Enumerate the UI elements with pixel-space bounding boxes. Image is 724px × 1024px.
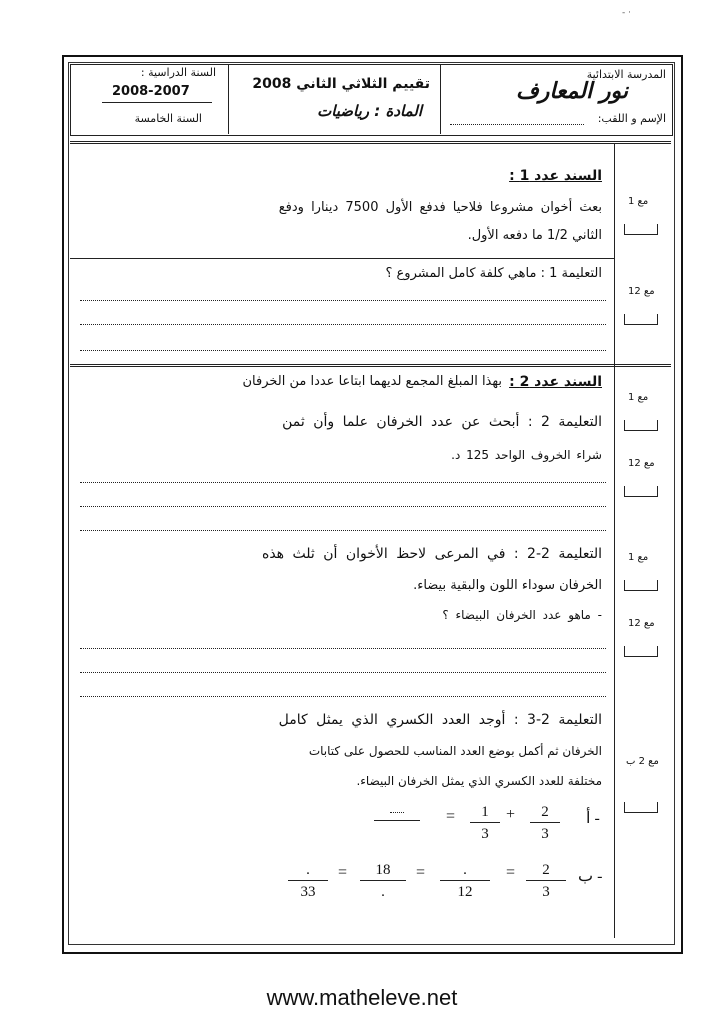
row-b-equals-1: =: [506, 864, 516, 881]
section-1-top-rule: [70, 141, 671, 144]
year-block: [72, 66, 226, 132]
section-1-line-1: بعث أخوان مشروعا فلاحيا فدفع الأول 7500 دينارا ودفع: [278, 200, 602, 215]
row-b-fraction-3: [360, 860, 406, 903]
school-name: نور المعارف: [515, 78, 628, 104]
row-b-fraction-3-num: 18: [360, 860, 406, 881]
answer-line-1a: [80, 300, 606, 301]
year-value: 2008-2007: [112, 84, 190, 99]
row-a-equals: =: [446, 808, 456, 825]
question-2-line-2: شراء الخروف الواحد 125 د.: [451, 448, 602, 462]
answer-line-2b: [80, 506, 606, 507]
grading-column-line: [614, 143, 615, 938]
mark-box-3: [624, 420, 658, 431]
question-2-3-line-2: الخرفان ثم أكمل بوضع العدد المناسب للحصول على كتابات: [308, 744, 602, 758]
header-divider-2: [440, 64, 441, 134]
row-b-fraction-1-num: 2: [526, 860, 566, 881]
row-b-fraction-4-den: 33: [300, 884, 316, 900]
mark-5: مع 1: [628, 552, 649, 563]
mark-box-6: [624, 646, 658, 657]
row-a-label: أ -: [586, 810, 600, 827]
grade-level: السنة الخامسة: [134, 112, 202, 125]
row-b-fraction-3-den: .: [381, 884, 385, 900]
answer-line-1b: [80, 324, 606, 325]
row-a-answer-dot: [390, 812, 404, 813]
answer-line-1c: [80, 350, 606, 351]
question-1-text: التعليمة 1 : ماهي كلفة كامل المشروع ؟: [385, 266, 602, 281]
section-1-divider: [70, 258, 614, 259]
section-2: [72, 374, 610, 484]
mark-3: مع 1: [628, 392, 649, 403]
mark-box-1: [624, 224, 658, 235]
row-b-fraction-1-den: 3: [542, 884, 550, 900]
answer-line-2c: [80, 530, 606, 531]
row-a-fraction-1: [530, 802, 560, 845]
row-a-answer-blank: [374, 820, 420, 821]
question-1: [72, 264, 610, 354]
answer-line-2a: [80, 482, 606, 483]
mark-2: مع 12: [628, 286, 655, 297]
answer-line-3b: [80, 672, 606, 673]
title-block: [232, 68, 436, 132]
section-1-heading: السند عدد 1 :: [509, 168, 602, 184]
subject-label: المادة : رياضيات: [317, 102, 422, 120]
row-a-plus: +: [506, 806, 516, 823]
mark-box-5: [624, 580, 658, 591]
year-underline: [102, 102, 212, 103]
row-a-fraction-2-den: 3: [481, 826, 489, 842]
row-b-fraction-2-den: 12: [457, 884, 473, 900]
section-1-line-2: الثاني 1/2 ما دفعه الأول.: [467, 228, 602, 243]
header-divider-1: [228, 64, 229, 134]
row-a-fraction-2-num: 1: [470, 802, 500, 823]
question-2-2-line-3: - ماهو عدد الخرفان البيضاء ؟: [442, 608, 602, 622]
question-2-3-line-3: مختلفة للعدد الكسري الذي يمثل الخرفان البيضاء.: [356, 774, 602, 788]
school-block: [444, 68, 666, 132]
name-label: الإسم و اللقب:: [597, 112, 666, 125]
question-2-3-line-1: التعليمة 2-3 : أوجد العدد الكسري الذي يمثل كامل: [278, 712, 602, 728]
row-a-fraction-1-den: 3: [541, 826, 549, 842]
year-label: السنة الدراسية :: [140, 66, 216, 79]
mark-box-4: [624, 486, 658, 497]
answer-line-3a: [80, 648, 606, 649]
mark-7: مع 2 ب: [626, 756, 659, 767]
row-b-fraction-1: [526, 860, 566, 903]
row-b-equals-3: =: [338, 864, 348, 881]
corner-mark: - ·: [622, 8, 631, 18]
question-2-2-line-1: التعليمة 2-2 : في المرعى لاحظ الأخوان أن ثلث هذه: [261, 546, 602, 562]
row-b-equals-2: =: [416, 864, 426, 881]
row-b-fraction-2: [440, 860, 490, 903]
row-a-fraction-2: [470, 802, 500, 845]
mark-box-7: [624, 802, 658, 813]
mark-box-2: [624, 314, 658, 325]
row-b-fraction-4-num: .: [288, 860, 328, 881]
mark-1: مع 1: [628, 196, 649, 207]
name-dotted-line: [450, 124, 584, 125]
section-2-heading: السند عدد 2 :: [509, 374, 602, 390]
question-2-line-1: التعليمة 2 : أبحث عن عدد الخرفان علما وأن ثمن: [282, 414, 602, 430]
row-b-fraction-2-num: .: [440, 860, 490, 881]
mark-6: مع 12: [628, 618, 655, 629]
footer-url: www.matheleve.net: [266, 985, 458, 1010]
section-2-heading-rest: بهذا المبلغ المجمع لديهما ابتاعا عددا من الخرفان: [242, 374, 502, 389]
row-a-fraction-1-num: 2: [530, 802, 560, 823]
question-2-2: [72, 544, 610, 634]
row-b-fraction-4: [288, 860, 328, 903]
question-2-2-line-2: الخرفان سوداء اللون والبقية بيضاء.: [413, 578, 602, 593]
section-2-top-rule: [70, 364, 671, 367]
row-b-label: ب -: [578, 868, 603, 885]
answer-line-3c: [80, 696, 606, 697]
mark-4: مع 12: [628, 458, 655, 469]
question-2-3: [72, 710, 610, 800]
exam-title: تقييم الثلاثي الثاني 2008: [252, 76, 430, 92]
school-label: المدرسة الابتدائية: [586, 68, 666, 81]
